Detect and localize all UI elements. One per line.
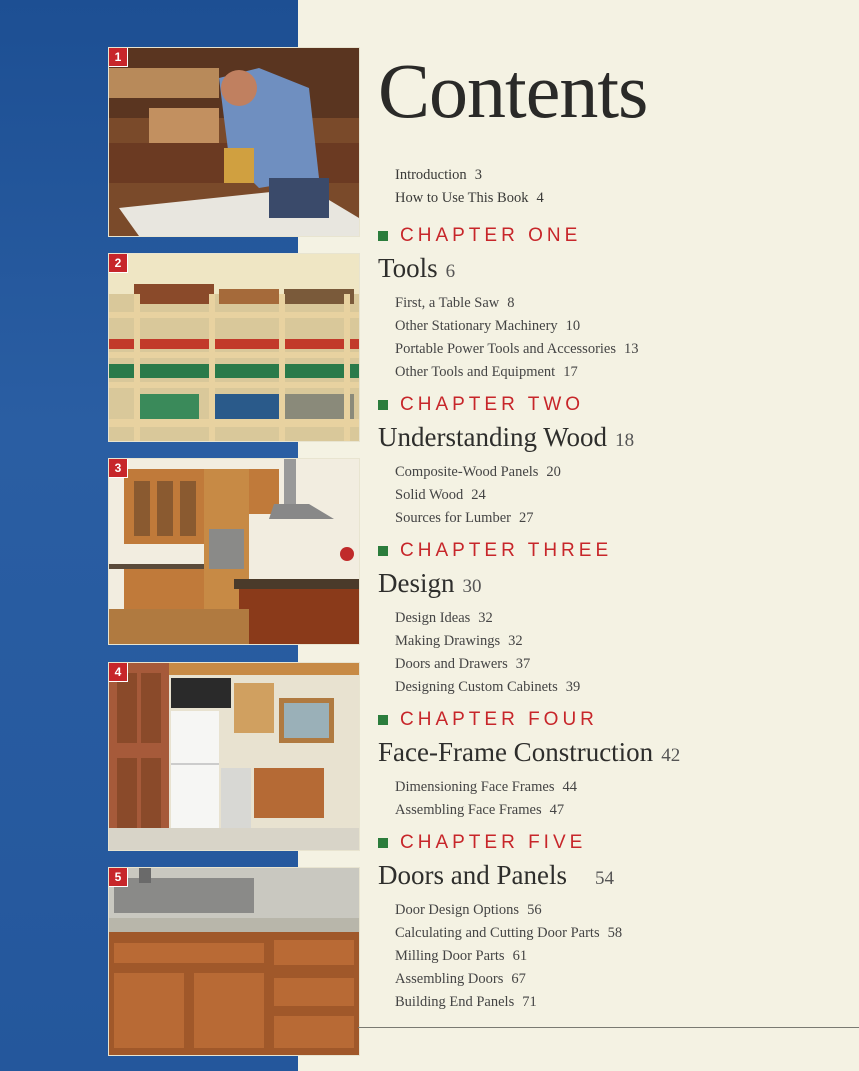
photo-lumber-rack: [108, 253, 360, 442]
entry-label: How to Use This Book: [395, 190, 529, 206]
photo-fridge-kitchen: [108, 662, 360, 851]
toc-entry: First, a Table Saw 8: [395, 295, 515, 311]
toc-entry: Solid Wood 24: [395, 487, 486, 503]
chapter-page: 18: [615, 430, 635, 451]
toc-entry: Making Drawings 32: [395, 633, 523, 649]
toc-entry: Dimensioning Face Frames 44: [395, 779, 577, 795]
photo-number-badge: 5: [109, 868, 128, 887]
entry-page: 4: [536, 190, 544, 206]
chapter-marker-icon: [378, 838, 388, 848]
chapter-label: CHAPTER TWO: [400, 394, 585, 415]
chapter-label: CHAPTER THREE: [400, 540, 613, 561]
toc-entry: Milling Door Parts 61: [395, 948, 528, 964]
chapter-page: 54: [594, 868, 614, 889]
toc-entry: Assembling Face Frames 47: [395, 802, 565, 818]
chapter-title: Understanding Wood 18: [378, 422, 635, 452]
toc-entry: Calculating and Cutting Door Parts 58: [395, 925, 623, 941]
chapter-label: CHAPTER ONE: [400, 225, 582, 246]
chapter-sections: [395, 607, 612, 699]
chapter-page: 30: [462, 576, 482, 597]
toc-entry: Other Stationary Machinery 10: [395, 318, 581, 334]
toc-entry: Design Ideas 32: [395, 610, 493, 626]
entry-label: Introduction: [395, 167, 467, 183]
photo-number-badge: 1: [109, 48, 128, 67]
photo-sink-cabinet: [108, 867, 360, 1056]
chapter-four: [378, 708, 680, 822]
chapter-page: 6: [445, 261, 456, 282]
photo-number-badge: 4: [109, 663, 128, 682]
chapter-sections: [395, 292, 639, 384]
chapter-title: Face-Frame Construction 42: [378, 737, 681, 767]
toc-entry: Designing Custom Cabinets 39: [395, 679, 581, 695]
toc-entry: Doors and Drawers 37: [395, 656, 531, 672]
toc-entry: Sources for Lumber 27: [395, 510, 534, 526]
toc-entry: Composite-Wood Panels 20: [395, 464, 561, 480]
chapter-title: Design 30: [378, 568, 482, 598]
chapter-sections: [395, 776, 680, 822]
toc-entry: Assembling Doors 67: [395, 971, 526, 987]
toc-entry: Portable Power Tools and Accessories 13: [395, 341, 639, 357]
chapter-marker-icon: [378, 546, 388, 556]
photo-number-badge: 3: [109, 459, 128, 478]
chapter-title: Tools 6: [378, 253, 456, 283]
chapter-sections: [395, 461, 634, 530]
bottom-rule: [358, 1027, 859, 1028]
chapter-title: Doors and Panels 54: [378, 860, 614, 890]
toc-entry: [395, 164, 544, 187]
page-title: Contents: [378, 47, 648, 134]
chapter-label: CHAPTER FOUR: [400, 709, 598, 730]
chapter-five: [378, 831, 622, 1014]
chapter-two: [378, 393, 634, 530]
chapter-marker-icon: [378, 231, 388, 241]
toc-entry: Building End Panels 71: [395, 994, 537, 1010]
photo-oak-kitchen: [108, 458, 360, 645]
photo-woodworker-routing: [108, 47, 360, 237]
chapter-page: 42: [661, 745, 681, 766]
intro-entries: [395, 164, 544, 210]
toc-entry: Other Tools and Equipment 17: [395, 364, 578, 380]
toc-entry: Door Design Options 56: [395, 902, 542, 918]
photo-number-badge: 2: [109, 254, 128, 273]
chapter-one: [378, 224, 639, 384]
chapter-label: CHAPTER FIVE: [400, 832, 587, 853]
chapter-marker-icon: [378, 400, 388, 410]
toc-entry: [395, 187, 544, 210]
entry-page: 3: [474, 167, 482, 183]
chapter-sections: [395, 899, 622, 1014]
chapter-marker-icon: [378, 715, 388, 725]
chapter-three: [378, 539, 612, 699]
